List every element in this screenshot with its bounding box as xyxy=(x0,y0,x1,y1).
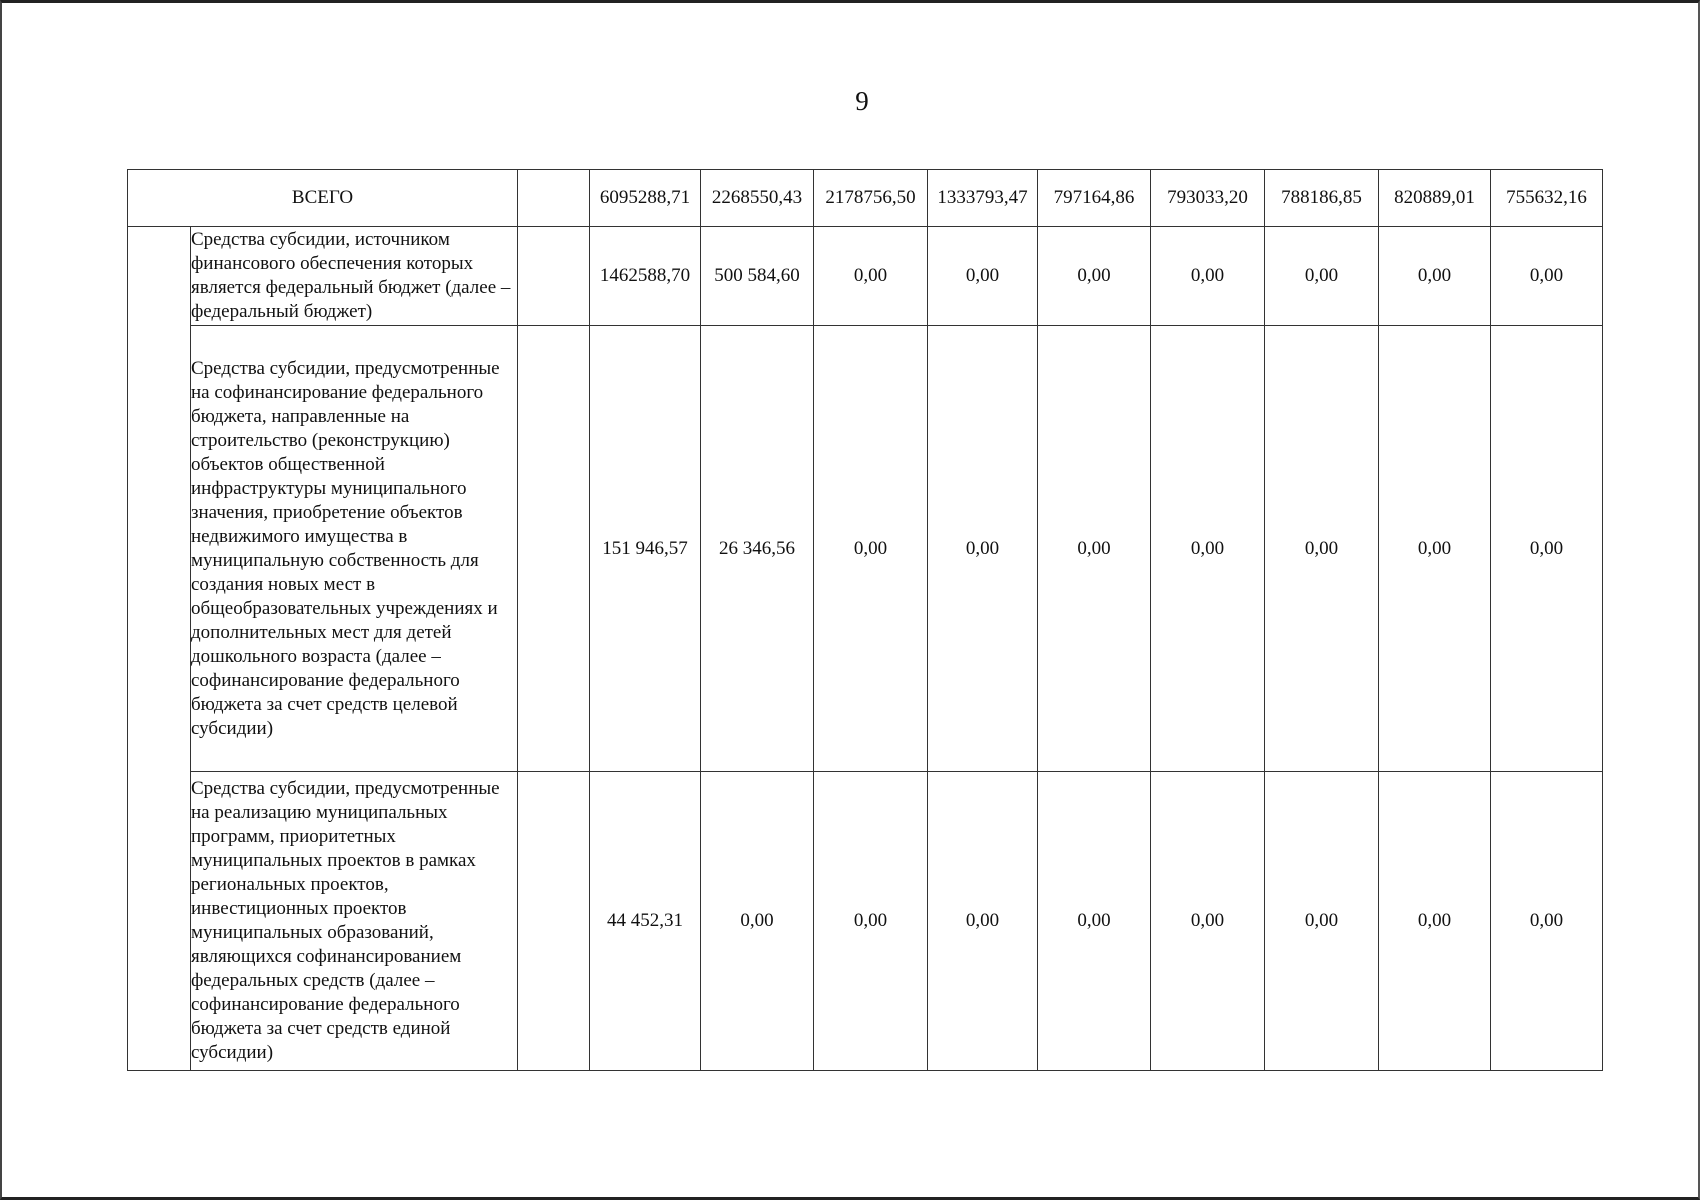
total-label: ВСЕГО xyxy=(128,170,518,227)
page-number: 9 xyxy=(855,86,869,116)
value-cell: 0,00 xyxy=(1491,326,1603,772)
value-cell: 26 346,56 xyxy=(701,326,814,772)
budget-table xyxy=(127,169,1603,1071)
row-label: Средства субсидии, источником финансового обеспечения которых является федеральный бюджет (далее – федеральный бюджет) xyxy=(191,227,518,326)
value-cell: 797164,86 xyxy=(1038,170,1151,227)
table-row-total xyxy=(128,170,1603,227)
value-cell: 820889,01 xyxy=(1379,170,1491,227)
value-cell: 6095288,71 xyxy=(590,170,701,227)
value-cell: 0,00 xyxy=(928,772,1038,1071)
value-cell: 793033,20 xyxy=(1151,170,1265,227)
value-cell: 0,00 xyxy=(1491,227,1603,326)
value-cell: 0,00 xyxy=(1038,326,1151,772)
value-cell: 1333793,47 xyxy=(928,170,1038,227)
value-cell: 0,00 xyxy=(1151,326,1265,772)
value-cell: 0,00 xyxy=(1038,227,1151,326)
value-cell: 755632,16 xyxy=(1491,170,1603,227)
code-cell xyxy=(518,227,590,326)
value-cell: 0,00 xyxy=(814,227,928,326)
indent-cell xyxy=(128,227,191,1071)
value-cell: 0,00 xyxy=(1379,326,1491,772)
table-row xyxy=(128,772,1603,1071)
value-cell: 0,00 xyxy=(814,772,928,1071)
value-cell: 0,00 xyxy=(928,227,1038,326)
value-cell: 0,00 xyxy=(1038,772,1151,1071)
value-cell: 44 452,31 xyxy=(590,772,701,1071)
value-cell: 0,00 xyxy=(1151,227,1265,326)
value-cell: 1462588,70 xyxy=(590,227,701,326)
code-cell xyxy=(518,772,590,1071)
value-cell: 0,00 xyxy=(1379,227,1491,326)
value-cell: 0,00 xyxy=(1265,326,1379,772)
row-label: Средства субсидии, предусмотренные на софинансирование федерального бюджета, направленные на строительство (реконструкцию) объектов общественной инфраструктуры муниципального значения, приобретение объектов недвижимого имущества в муниципальную собственность для создания новых мест в общеобразовательных учреждениях и дополнительных мест для детей дошкольного возраста (далее – софинансирование федерального бюджета за счет средств целевой субсидии) xyxy=(191,326,518,772)
value-cell: 151 946,57 xyxy=(590,326,701,772)
value-cell: 0,00 xyxy=(1265,227,1379,326)
value-cell: 0,00 xyxy=(1151,772,1265,1071)
value-cell: 0,00 xyxy=(814,326,928,772)
value-cell: 0,00 xyxy=(701,772,814,1071)
table-row xyxy=(128,227,1603,326)
table-row xyxy=(128,326,1603,772)
value-cell: 500 584,60 xyxy=(701,227,814,326)
value-cell: 788186,85 xyxy=(1265,170,1379,227)
code-cell xyxy=(518,326,590,772)
value-cell: 2178756,50 xyxy=(814,170,928,227)
value-cell: 0,00 xyxy=(928,326,1038,772)
value-cell: 2268550,43 xyxy=(701,170,814,227)
row-label: Средства субсидии, предусмотренные на реализацию муниципальных программ, приоритетных муниципальных проектов в рамках региональных проектов, инвестиционных проектов муниципальных образований, являющихся софинансированием федеральных средств (далее – софинансирование федерального бюджета за счет средств единой субсидии) xyxy=(191,772,518,1071)
value-cell: 0,00 xyxy=(1379,772,1491,1071)
value-cell: 0,00 xyxy=(1491,772,1603,1071)
code-cell xyxy=(518,170,590,227)
value-cell: 0,00 xyxy=(1265,772,1379,1071)
